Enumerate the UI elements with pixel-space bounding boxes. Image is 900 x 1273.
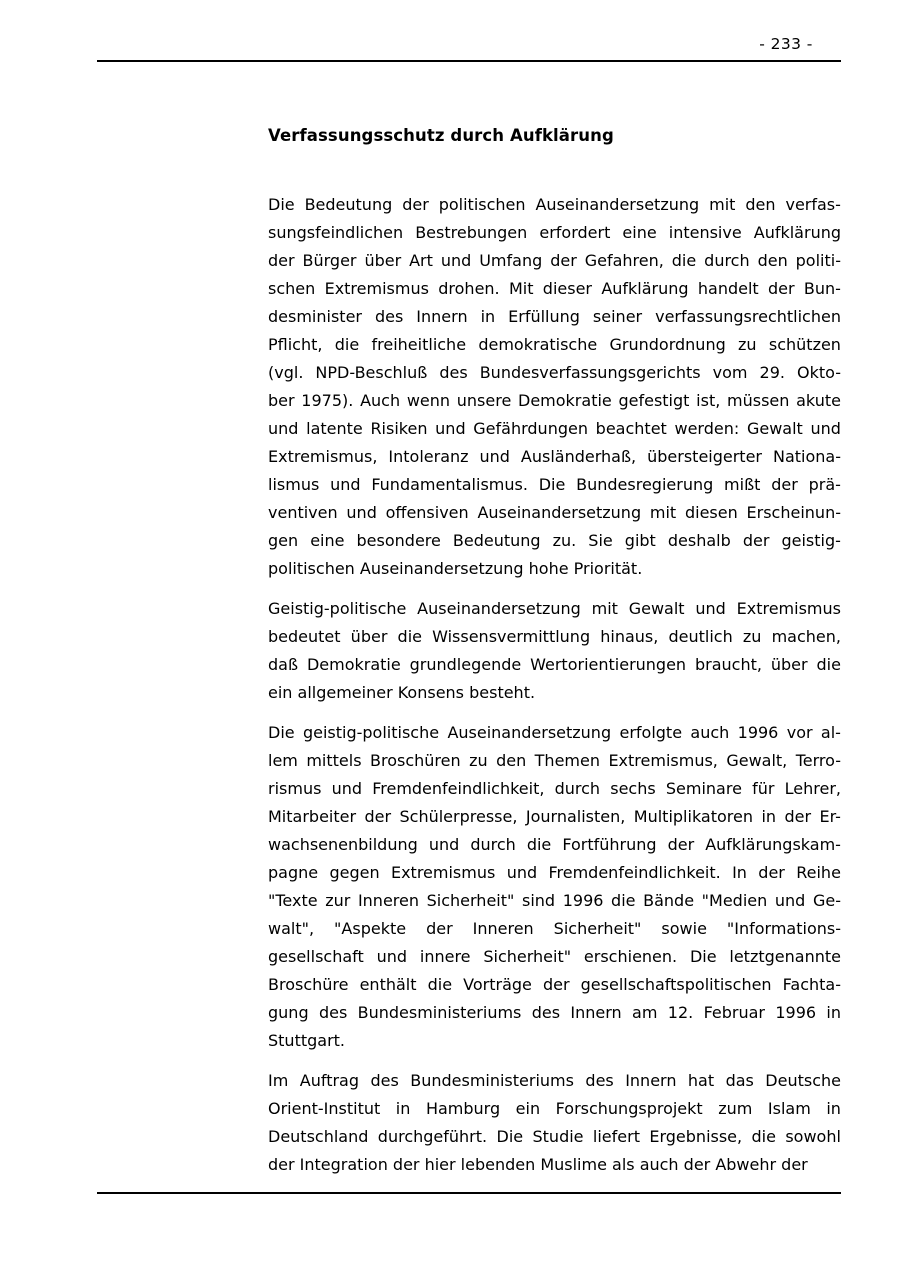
text-line: ventiven und offensiven Auseinandersetzung mit diesen Erscheinun- <box>268 503 841 522</box>
text-line: lismus und Fundamentalismus. Die Bundesregierung mißt der prä- <box>268 475 841 494</box>
text-line: und latente Risiken und Gefährdungen beachtet werden: Gewalt und <box>268 419 841 438</box>
text-line: wachsenenbildung und durch die Fortführung der Aufklärungskam- <box>268 835 841 854</box>
text-line: der Bürger über Art und Umfang der Gefahren, die durch den politi- <box>268 251 841 270</box>
text-line: pagne gegen Extremismus und Fremdenfeindlichkeit. In der Reihe <box>268 863 841 882</box>
text-line: Broschüre enthält die Vorträge der gesellschaftspolitischen Fachta- <box>268 975 841 994</box>
page-title: Verfassungsschutz durch Aufklärung <box>268 126 614 145</box>
text-line: ber 1975). Auch wenn unsere Demokratie gefestigt ist, müssen akute <box>268 391 841 410</box>
text-line: politischen Auseinandersetzung hohe Priorität. <box>268 559 643 578</box>
text-line: walt", "Aspekte der Inneren Sicherheit" sowie "Informations- <box>268 919 841 938</box>
text-line: daß Demokratie grundlegende Wertorientierungen braucht, über die <box>268 655 841 674</box>
text-line: (vgl. NPD-Beschluß des Bundesverfassungsgerichts vom 29. Okto- <box>268 363 841 382</box>
paragraph-1 <box>268 191 841 583</box>
text-line: Mitarbeiter der Schülerpresse, Journalisten, Multiplikatoren in der Er- <box>268 807 841 826</box>
text-line: "Texte zur Inneren Sicherheit" sind 1996 die Bände "Medien und Ge- <box>268 891 841 910</box>
text-line: Orient-Institut in Hamburg ein Forschungsprojekt zum Islam in <box>268 1099 841 1118</box>
page-header <box>97 34 841 60</box>
text-line: gen eine besondere Bedeutung zu. Sie gibt deshalb der geistig- <box>268 531 841 550</box>
footer-rule <box>97 1192 841 1194</box>
text-line: gesellschaft und innere Sicherheit" erschienen. Die letztgenannte <box>268 947 841 966</box>
text-line: gung des Bundesministeriums des Innern am 12. Februar 1996 in <box>268 1003 841 1022</box>
text-line: Stuttgart. <box>268 1031 346 1050</box>
text-line: Die geistig-politische Auseinandersetzung erfolgte auch 1996 vor al- <box>268 723 841 742</box>
text-line: Die Bedeutung der politischen Auseinandersetzung mit den verfas- <box>268 195 841 214</box>
page-content <box>268 125 841 1179</box>
text-line: Deutschland durchgeführt. Die Studie liefert Ergebnisse, die sowohl <box>268 1127 841 1146</box>
text-line: Pflicht, die freiheitliche demokratische Grundordnung zu schützen <box>268 335 841 354</box>
text-line: Extremismus, Intoleranz und Ausländerhaß, übersteigerter Nationa- <box>268 447 841 466</box>
text-line: Im Auftrag des Bundesministeriums des Innern hat das Deutsche <box>268 1071 841 1090</box>
text-line: ein allgemeiner Konsens besteht. <box>268 683 536 702</box>
text-line: schen Extremismus drohen. Mit dieser Aufklärung handelt der Bun- <box>268 279 841 298</box>
header-rule <box>97 60 841 62</box>
paragraph-3 <box>268 719 841 1055</box>
paragraph-4 <box>268 1067 841 1179</box>
text-line: bedeutet über die Wissensvermittlung hinaus, deutlich zu machen, <box>268 627 841 646</box>
paragraph-2 <box>268 595 841 707</box>
page-number: - 233 - <box>759 35 813 53</box>
text-line: Geistig-politische Auseinandersetzung mit Gewalt und Extremismus <box>268 599 841 618</box>
text-line: desminister des Innern in Erfüllung seiner verfassungsrechtlichen <box>268 307 841 326</box>
text-line: sungsfeindlichen Bestrebungen erfordert eine intensive Aufklärung <box>268 223 841 242</box>
body-text <box>268 191 841 1179</box>
text-line: rismus und Fremdenfeindlichkeit, durch sechs Seminare für Lehrer, <box>268 779 841 798</box>
text-line: der Integration der hier lebenden Muslime als auch der Abwehr der <box>268 1155 808 1174</box>
text-line: lem mittels Broschüren zu den Themen Extremismus, Gewalt, Terro- <box>268 751 841 770</box>
